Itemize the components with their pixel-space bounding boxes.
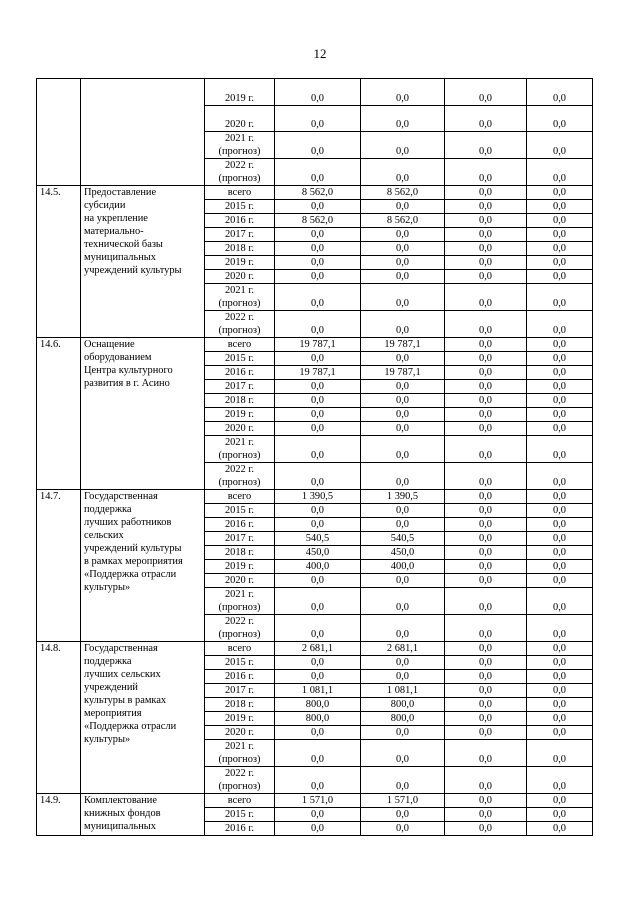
value-cell: 0,0 [527,380,593,394]
year-cell: 2019 г. [205,712,275,726]
value-cell: 19 787,1 [361,366,445,380]
value-cell: 0,0 [527,228,593,242]
year-cell: 2016 г. [205,822,275,836]
value-cell: 0,0 [527,822,593,836]
year-cell: 2019 г. [205,256,275,270]
value-cell: 0,0 [361,159,445,186]
table-row [37,79,593,106]
year-cell: 2018 г. [205,546,275,560]
value-cell: 0,0 [445,270,527,284]
value-cell: 0,0 [275,588,361,615]
page-number: 12 [313,46,327,61]
value-cell: 0,0 [445,228,527,242]
value-cell: 0,0 [527,767,593,794]
value-cell: 0,0 [361,352,445,366]
value-cell: 0,0 [527,698,593,712]
value-cell: 0,0 [275,822,361,836]
value-cell: 0,0 [445,574,527,588]
value-cell: 0,0 [445,656,527,670]
value-cell: 0,0 [361,380,445,394]
value-cell: 0,0 [361,311,445,338]
value-cell: 0,0 [445,380,527,394]
value-cell: 0,0 [445,214,527,228]
value-cell: 0,0 [361,518,445,532]
value-cell: 450,0 [361,546,445,560]
value-cell: 0,0 [445,504,527,518]
year-cell: 2017 г. [205,532,275,546]
year-cell: 2022 г. (прогноз) [205,311,275,338]
item-name: Государственная поддержка лучших сельских учреждений культуры в рамках мероприятия «Поддержка отрасли культуры» [84,643,177,745]
value-cell: 0,0 [361,504,445,518]
value-cell: 0,0 [275,311,361,338]
value-cell: 8 562,0 [275,214,361,228]
value-cell: 0,0 [361,463,445,490]
value-cell: 19 787,1 [361,338,445,352]
value-cell: 0,0 [527,532,593,546]
value-cell: 0,0 [361,822,445,836]
item-number [37,79,81,186]
value-cell: 0,0 [445,532,527,546]
value-cell: 0,0 [275,436,361,463]
table-row [37,186,593,200]
value-cell: 0,0 [527,642,593,656]
year-cell: 2017 г. [205,380,275,394]
item-name-cell [81,642,205,794]
value-cell: 0,0 [445,408,527,422]
year-cell: 2019 г. [205,408,275,422]
value-cell: 0,0 [275,726,361,740]
value-cell: 0,0 [275,228,361,242]
year-cell: 2015 г. [205,504,275,518]
value-cell: 0,0 [361,726,445,740]
value-cell: 1 571,0 [361,794,445,808]
value-cell: 0,0 [361,808,445,822]
value-cell: 0,0 [527,132,593,159]
value-cell: 8 562,0 [361,214,445,228]
value-cell: 0,0 [361,242,445,256]
year-cell: 2015 г. [205,656,275,670]
value-cell: 0,0 [445,394,527,408]
table-row [37,490,593,504]
item-name-cell [81,79,205,186]
value-cell: 0,0 [527,794,593,808]
year-cell: всего [205,186,275,200]
value-cell: 0,0 [445,560,527,574]
value-cell: 0,0 [361,256,445,270]
year-cell: 2021 г. (прогноз) [205,284,275,311]
value-cell: 0,0 [275,132,361,159]
item-name: Оснащение оборудованием Центра культурного развития в г. Асино [84,339,173,389]
year-cell: 2016 г. [205,670,275,684]
item-name-cell [81,338,205,490]
value-cell: 19 787,1 [275,366,361,380]
value-cell: 0,0 [445,490,527,504]
item-name: Государственная поддержка лучших работников сельских учреждений культуры в рамках мероприятия «Поддержка отрасли культуры» [84,491,183,593]
value-cell: 0,0 [361,270,445,284]
value-cell: 0,0 [527,740,593,767]
year-cell: 2016 г. [205,518,275,532]
year-cell: 2017 г. [205,684,275,698]
value-cell: 0,0 [527,574,593,588]
value-cell: 0,0 [275,767,361,794]
value-cell: 0,0 [445,132,527,159]
value-cell: 0,0 [361,670,445,684]
value-cell: 0,0 [527,284,593,311]
value-cell: 1 571,0 [275,794,361,808]
year-cell: 2015 г. [205,200,275,214]
value-cell: 0,0 [527,311,593,338]
year-cell: 2020 г. [205,726,275,740]
value-cell: 2 681,1 [275,642,361,656]
value-cell: 0,0 [445,106,527,132]
value-cell: 0,0 [527,726,593,740]
value-cell: 800,0 [361,712,445,726]
year-cell: всего [205,642,275,656]
value-cell: 0,0 [445,794,527,808]
value-cell: 0,0 [361,588,445,615]
year-cell: 2019 г. [205,560,275,574]
value-cell: 0,0 [361,615,445,642]
year-cell: 2018 г. [205,394,275,408]
value-cell: 0,0 [527,684,593,698]
year-cell: 2018 г. [205,698,275,712]
value-cell: 0,0 [361,574,445,588]
value-cell: 0,0 [527,588,593,615]
item-number: 14.6. [37,338,81,490]
value-cell: 450,0 [275,546,361,560]
value-cell: 0,0 [527,106,593,132]
value-cell: 0,0 [527,338,593,352]
value-cell: 0,0 [361,132,445,159]
year-cell: 2016 г. [205,366,275,380]
value-cell: 0,0 [445,684,527,698]
value-cell: 0,0 [445,256,527,270]
value-cell: 0,0 [527,656,593,670]
table-row [37,642,593,656]
table-body [37,79,593,836]
value-cell: 0,0 [527,560,593,574]
value-cell: 1 081,1 [361,684,445,698]
value-cell: 0,0 [275,422,361,436]
year-cell: всего [205,794,275,808]
value-cell: 0,0 [445,615,527,642]
year-cell: 2021 г. (прогноз) [205,740,275,767]
item-number: 14.5. [37,186,81,338]
value-cell: 0,0 [445,284,527,311]
value-cell: 800,0 [275,712,361,726]
value-cell: 0,0 [361,284,445,311]
value-cell: 0,0 [445,518,527,532]
value-cell: 540,5 [361,532,445,546]
value-cell: 0,0 [361,408,445,422]
value-cell: 0,0 [445,546,527,560]
value-cell: 0,0 [445,159,527,186]
value-cell: 0,0 [527,615,593,642]
value-cell: 0,0 [527,518,593,532]
value-cell: 0,0 [361,422,445,436]
value-cell: 0,0 [527,394,593,408]
value-cell: 0,0 [275,256,361,270]
year-cell: 2020 г. [205,106,275,132]
value-cell: 0,0 [445,712,527,726]
year-cell: 2019 г. [205,79,275,106]
year-cell: 2022 г. (прогноз) [205,159,275,186]
value-cell: 0,0 [527,463,593,490]
value-cell: 0,0 [275,808,361,822]
year-cell: 2015 г. [205,808,275,822]
value-cell: 0,0 [275,242,361,256]
value-cell: 0,0 [527,504,593,518]
item-number: 14.9. [37,794,81,836]
value-cell: 0,0 [361,394,445,408]
value-cell: 0,0 [527,270,593,284]
year-cell: 2020 г. [205,270,275,284]
value-cell: 0,0 [275,408,361,422]
value-cell: 0,0 [445,698,527,712]
value-cell: 0,0 [445,463,527,490]
year-cell: всего [205,338,275,352]
year-cell: 2018 г. [205,242,275,256]
item-name: Предоставление субсидии на укрепление материально- технической базы муниципальных учреждений культуры [84,187,182,276]
value-cell: 0,0 [445,822,527,836]
value-cell: 0,0 [361,228,445,242]
value-cell: 0,0 [361,79,445,106]
year-cell: 2021 г. (прогноз) [205,132,275,159]
value-cell: 0,0 [275,159,361,186]
year-cell: 2021 г. (прогноз) [205,588,275,615]
value-cell: 0,0 [527,712,593,726]
value-cell: 19 787,1 [275,338,361,352]
value-cell: 0,0 [275,106,361,132]
funding-table [36,78,593,836]
value-cell: 0,0 [445,642,527,656]
year-cell: 2021 г. (прогноз) [205,436,275,463]
year-cell: 2022 г. (прогноз) [205,615,275,642]
item-name: Комплектование книжных фондов муниципальных [84,795,161,832]
value-cell: 0,0 [527,366,593,380]
value-cell: 0,0 [445,186,527,200]
value-cell: 0,0 [275,463,361,490]
value-cell: 800,0 [275,698,361,712]
value-cell: 0,0 [275,200,361,214]
value-cell: 0,0 [275,670,361,684]
value-cell: 400,0 [361,560,445,574]
value-cell: 0,0 [275,284,361,311]
value-cell: 8 562,0 [275,186,361,200]
value-cell: 0,0 [445,588,527,615]
item-number: 14.8. [37,642,81,794]
year-cell: 2020 г. [205,422,275,436]
value-cell: 8 562,0 [361,186,445,200]
value-cell: 800,0 [361,698,445,712]
year-cell: 2022 г. (прогноз) [205,767,275,794]
value-cell: 0,0 [275,394,361,408]
value-cell: 0,0 [527,670,593,684]
value-cell: 0,0 [361,740,445,767]
value-cell: 0,0 [275,79,361,106]
value-cell: 0,0 [527,408,593,422]
value-cell: 0,0 [445,808,527,822]
value-cell: 2 681,1 [361,642,445,656]
value-cell: 0,0 [445,200,527,214]
value-cell: 0,0 [445,740,527,767]
value-cell: 0,0 [527,436,593,463]
year-cell: 2020 г. [205,574,275,588]
value-cell: 0,0 [527,186,593,200]
value-cell: 0,0 [361,767,445,794]
value-cell: 0,0 [275,574,361,588]
value-cell: 0,0 [275,380,361,394]
value-cell: 0,0 [527,808,593,822]
value-cell: 0,0 [275,615,361,642]
year-cell: всего [205,490,275,504]
table-row [37,338,593,352]
value-cell: 0,0 [527,159,593,186]
value-cell: 0,0 [361,200,445,214]
value-cell: 0,0 [527,214,593,228]
year-cell: 2015 г. [205,352,275,366]
value-cell: 0,0 [445,79,527,106]
value-cell: 1 081,1 [275,684,361,698]
value-cell: 0,0 [275,656,361,670]
value-cell: 0,0 [527,546,593,560]
value-cell: 0,0 [445,767,527,794]
value-cell: 0,0 [445,436,527,463]
item-number: 14.7. [37,490,81,642]
value-cell: 0,0 [275,504,361,518]
value-cell: 0,0 [527,422,593,436]
item-name-cell [81,490,205,642]
item-name-cell [81,186,205,338]
value-cell: 0,0 [275,352,361,366]
value-cell: 0,0 [527,490,593,504]
value-cell: 0,0 [527,242,593,256]
value-cell: 0,0 [361,436,445,463]
value-cell: 0,0 [445,338,527,352]
value-cell: 0,0 [445,242,527,256]
year-cell: 2017 г. [205,228,275,242]
value-cell: 0,0 [527,256,593,270]
value-cell: 0,0 [527,200,593,214]
value-cell: 1 390,5 [275,490,361,504]
table-row [37,794,593,808]
value-cell: 0,0 [445,726,527,740]
value-cell: 0,0 [445,352,527,366]
value-cell: 0,0 [275,518,361,532]
value-cell: 0,0 [275,270,361,284]
value-cell: 400,0 [275,560,361,574]
value-cell: 0,0 [527,352,593,366]
value-cell: 0,0 [361,106,445,132]
item-name-cell [81,794,205,836]
value-cell: 0,0 [445,670,527,684]
value-cell: 0,0 [445,366,527,380]
value-cell: 0,0 [361,656,445,670]
value-cell: 0,0 [275,740,361,767]
year-cell: 2022 г. (прогноз) [205,463,275,490]
value-cell: 0,0 [445,422,527,436]
value-cell: 540,5 [275,532,361,546]
year-cell: 2016 г. [205,214,275,228]
value-cell: 0,0 [527,79,593,106]
value-cell: 0,0 [445,311,527,338]
value-cell: 1 390,5 [361,490,445,504]
